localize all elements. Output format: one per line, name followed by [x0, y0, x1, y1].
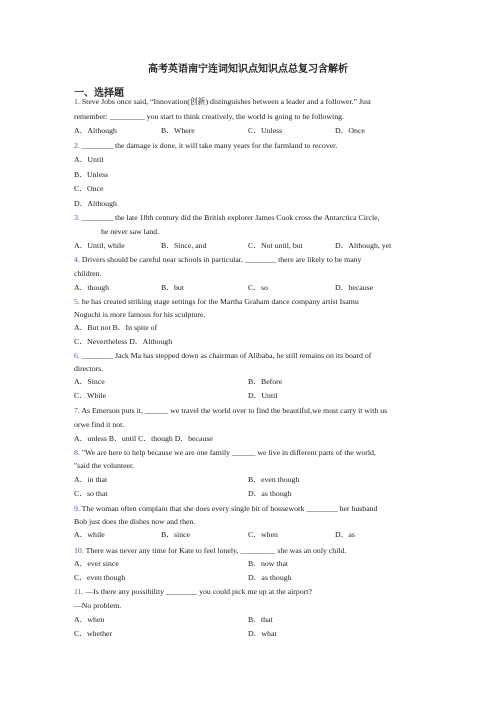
question-text: Noguchi is more famous for his sculpture.: [74, 310, 206, 319]
question-text: Bob just does the dishes now and then.: [74, 517, 196, 526]
question-text: orwe find it not.: [74, 420, 125, 429]
option-c[interactable]: C．so: [248, 283, 268, 292]
question-number: 4.: [74, 255, 80, 264]
option-a[interactable]: A．Although: [74, 126, 117, 135]
option-b[interactable]: B．that: [248, 615, 273, 624]
option-a[interactable]: A．Since: [74, 377, 105, 386]
option-d[interactable]: D．Until: [248, 391, 278, 400]
options-c-d[interactable]: C．Nevertheless D．Although: [74, 337, 173, 346]
question-1: [74, 97, 371, 107]
option-b[interactable]: B．since: [161, 530, 191, 539]
question-text: —No problem.: [74, 601, 122, 610]
option-b[interactable]: B．Since, and: [161, 241, 207, 250]
question-text: As Emerson puts it, ______ we travel the world over to find the beautiful,we must carry it with us: [81, 406, 388, 415]
option-c[interactable]: C．even though: [74, 573, 126, 582]
option-a[interactable]: A．while: [74, 530, 105, 539]
section-heading: 一、选择题: [74, 88, 124, 99]
question-text: Drivers should be careful near schools in particular, ________ there are likely to be many: [81, 255, 362, 264]
option-a[interactable]: A．Until, while: [74, 241, 125, 250]
question-text: remember: _________ you start to think creatively, the world is going to be following.: [74, 112, 344, 121]
question-text: he has created striking stage settings for the Martha Graham dance company artist Isamu: [81, 297, 359, 306]
question-number: 6.: [74, 351, 80, 360]
option-b[interactable]: B．Unless: [74, 170, 109, 179]
option-b[interactable]: B．Before: [248, 377, 283, 386]
question-number: 5.: [74, 297, 80, 306]
question-9: [74, 504, 377, 514]
question-8: [74, 448, 376, 458]
question-6: [74, 351, 371, 361]
option-a[interactable]: A．Until: [74, 155, 104, 164]
question-7: [74, 406, 387, 416]
question-text: There was never any time for Kate to feel lonely, _________ she was an only child.: [85, 546, 347, 555]
question-number: 11.: [74, 587, 84, 596]
question-text: ________ Jack Ma has stepped down as chairman of Alibaba, he still remains on its board of: [81, 351, 372, 360]
option-a[interactable]: A．in that: [74, 475, 108, 484]
option-d[interactable]: D．because: [335, 283, 374, 292]
question-number: 8.: [74, 448, 80, 457]
option-d[interactable]: D．what: [248, 629, 277, 638]
question-text: he never saw land.: [101, 227, 160, 236]
question-number: 10.: [74, 546, 84, 555]
question-text: "said the volunteer.: [74, 461, 135, 470]
question-2: [74, 141, 337, 151]
option-b[interactable]: B．now that: [248, 559, 289, 568]
page-title: 高考英语南宁连词知识点知识点总复习含解析: [148, 64, 348, 75]
option-a[interactable]: A．when: [74, 615, 105, 624]
question-10: [74, 546, 346, 556]
options-a-b[interactable]: A．But not B．In spite of: [74, 323, 158, 332]
option-d[interactable]: D．as: [335, 530, 355, 539]
question-number: 3.: [74, 213, 80, 222]
question-11: [74, 587, 312, 597]
question-text: —Is there any possibility ________ you could pick me up at the airport?: [85, 587, 312, 596]
option-d[interactable]: D．as though: [248, 573, 292, 582]
question-text: ________ the late 18th century did the British explorer James Cook cross the Antarctica Circle,: [81, 213, 380, 222]
question-number: 9.: [74, 504, 80, 513]
option-c[interactable]: C．whether: [74, 629, 113, 638]
options-row[interactable]: A．unless B．until C．though D．because: [74, 434, 213, 443]
question-3: [74, 213, 380, 223]
option-b[interactable]: B．but: [161, 283, 184, 292]
option-a[interactable]: A．though: [74, 283, 110, 292]
option-c[interactable]: C．Unless: [248, 126, 283, 135]
question-text: "We are here to help because we are one family ______ we live in different parts of the world,: [81, 448, 376, 457]
question-text: The woman often complain that she does every single bit of housework ________ her husband: [81, 504, 378, 513]
question-number: 2.: [74, 141, 80, 150]
option-c[interactable]: C．when: [248, 530, 278, 539]
question-5: [74, 297, 359, 307]
option-b[interactable]: B．Where: [161, 126, 195, 135]
question-4: [74, 255, 361, 265]
question-text: ________ the damage is done, it will take many years for the farmland to recover.: [81, 141, 338, 150]
question-number: 7.: [74, 406, 80, 415]
option-d[interactable]: D．Once: [335, 126, 365, 135]
option-c[interactable]: C．Once: [74, 184, 104, 193]
question-number: 1.: [74, 97, 80, 106]
question-text: children.: [74, 269, 102, 278]
option-d[interactable]: D．as though: [248, 489, 292, 498]
option-d[interactable]: D．Although, yet: [335, 241, 392, 250]
question-text: Steve Jobs once said, “Innovation(创新) distinguishes between a leader and a follower.” Just: [81, 97, 372, 106]
option-b[interactable]: B．even though: [248, 475, 300, 484]
option-c[interactable]: C．Not until, but: [248, 241, 303, 250]
option-a[interactable]: A．ever since: [74, 559, 119, 568]
option-c[interactable]: C．While: [74, 391, 107, 400]
option-d[interactable]: D．Although: [74, 199, 117, 208]
option-c[interactable]: C．so that: [74, 489, 108, 498]
question-text: directors.: [74, 364, 104, 373]
